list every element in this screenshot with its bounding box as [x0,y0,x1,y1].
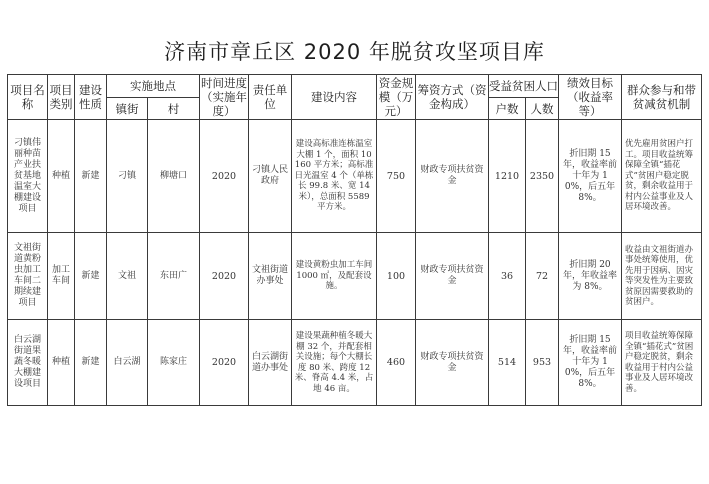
cell-persons: 953 [526,320,559,406]
cell-town: 文祖 [107,233,148,320]
cell-content: 建设高标准连栋温室大棚 1 个，面积 10160 平方米；高标准日光温室 4 个（单栋长 99.8 米、宽 14 米），总面积 5589 平方米。 [292,120,377,233]
header-build-nature: 建设性质 [75,75,107,120]
table-row [8,120,702,233]
cell-project-type: 种植 [48,120,75,233]
header-responsible-unit: 责任单位 [249,75,292,120]
header-town: 镇街 [107,98,148,120]
cell-year: 2020 [200,320,249,406]
cell-village: 东田广 [148,233,200,320]
header-village: 村 [148,98,200,120]
cell-fund-scale: 750 [377,120,416,233]
page-title: 济南市章丘区 2020 年脱贫攻坚项目库 [164,40,545,64]
cell-households: 36 [489,233,526,320]
cell-persons: 2350 [526,120,559,233]
table-row [8,320,702,406]
cell-fund-scale: 100 [377,233,416,320]
header-households: 户数 [489,98,526,120]
table-row [8,233,702,320]
cell-responsible-unit: 刁镇人民政府 [249,120,292,233]
cell-build-nature: 新建 [75,320,107,406]
project-table [7,74,702,406]
cell-fund-method: 财政专项扶贫资金 [416,233,489,320]
cell-project-name: 刁镇伟丽种苗产业扶贫基地温室大棚建设项目 [8,120,48,233]
header-project-name: 项目名称 [8,75,48,120]
header-project-type: 项目类别 [48,75,75,120]
cell-mechanism: 项目收益统筹保障全镇“插花式”贫困户稳定脱贫，剩余收益用于村内公益事业及人居环境改善。 [622,320,702,406]
header-schedule: 时间进度（实施年度） [201,76,247,118]
header-location: 实施地点 [107,75,200,98]
cell-responsible-unit: 文祖街道办事处 [249,233,292,320]
header-fund-scale: 资金规模（万元） [377,75,416,120]
cell-town: 白云湖 [107,320,148,406]
header-performance: 绩效目标（收益率等） [559,75,622,120]
cell-project-type: 加工车间 [48,233,75,320]
cell-performance: 折旧期 20 年，年收益率为 8%。 [559,233,622,320]
cell-fund-method: 财政专项扶贫资金 [416,120,489,233]
cell-project-type: 种植 [48,320,75,406]
cell-persons: 72 [526,233,559,320]
cell-village: 柳塘口 [148,120,200,233]
cell-year: 2020 [200,233,249,320]
cell-households: 1210 [489,120,526,233]
cell-year: 2020 [200,120,249,233]
header-content: 建设内容 [292,75,377,120]
cell-responsible-unit: 白云湖街道办事处 [249,320,292,406]
cell-project-name: 文祖街道黄粉虫加工车间二期续建项目 [8,233,48,320]
header-fund-method: 筹资方式（资金构成） [416,75,489,120]
cell-village: 陈家庄 [148,320,200,406]
cell-content: 建设黄粉虫加工车间 1000 ㎡，及配套设施。 [292,233,377,320]
cell-fund-method: 财政专项扶贫资金 [416,320,489,406]
cell-performance: 折旧期 15 年，收益率前十年为 10%，后五年 8%。 [559,120,622,233]
cell-performance: 折旧期 15 年，收益率前十年为 10%，后五年 8%。 [559,320,622,406]
header-row-1 [8,75,702,98]
cell-build-nature: 新建 [75,120,107,233]
cell-mechanism: 优先雇用贫困户打工。项目收益统筹保障全镇“插花式”贫困户稳定脱贫，剩余收益用于村内公益事业及人居环境改善。 [622,120,702,233]
cell-households: 514 [489,320,526,406]
cell-build-nature: 新建 [75,233,107,320]
cell-mechanism: 收益由文祖街道办事处统筹使用，优先用于因病、因灾等突发性为主要致贫原因需要救助的贫困户。 [622,233,702,320]
header-mechanism: 群众参与和带贫减贫机制 [622,75,702,120]
header-persons: 人数 [526,98,559,120]
header-beneficiaries: 受益贫困人口 [489,75,559,98]
cell-fund-scale: 460 [377,320,416,406]
cell-town: 刁镇 [107,120,148,233]
cell-content: 建设果蔬种植冬暖大棚 32 个，并配套相关设施；每个大棚长度 80 米、跨度 12 米、脊高 4.4 米，占地 46 亩。 [292,320,377,406]
cell-project-name: 白云湖街道果蔬冬暖大棚建设项目 [8,320,48,406]
